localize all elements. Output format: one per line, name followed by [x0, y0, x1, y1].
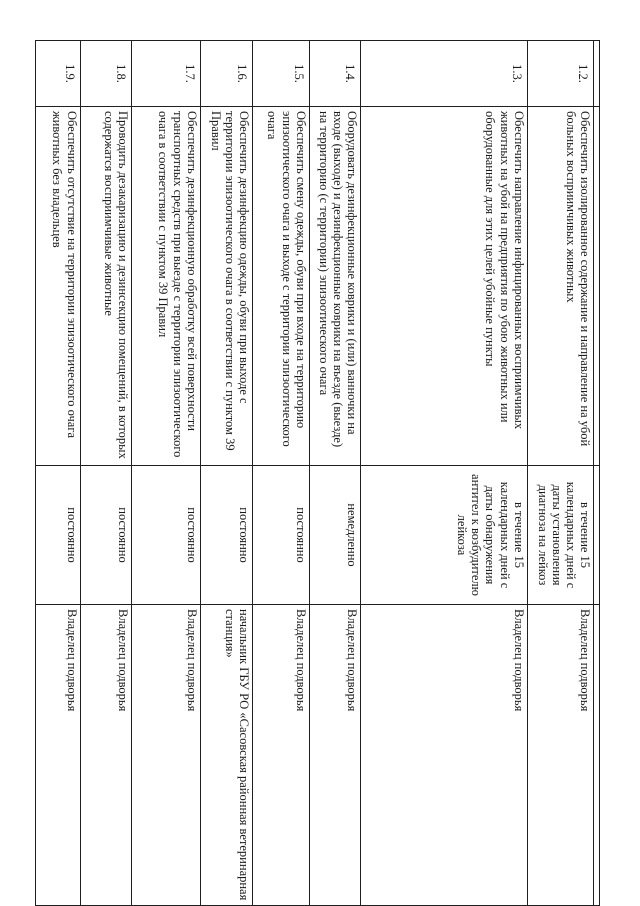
responsible-text: Владелец подворья [80, 605, 131, 906]
measure-text: Проводить дезакаризацию и дезинсекцию помещений, в которых содержатся восприимчивые животные [80, 107, 131, 466]
row-number: 1.7. [131, 41, 200, 107]
measure-text: Оборудовать дезинфекционные коврики и (или) ванночки на входе (выходе) и дезинфекционные коврики на въезде (выезде) на территорию (с территории) эпизоотического очага [309, 107, 360, 466]
responsible-text: Владелец подворья [131, 605, 200, 906]
measure-text: Обеспечить направление инфицированных восприимчивых животных на убой на предприятия по убою животных или оборудованные для этих целей убойные пункты [360, 107, 527, 466]
row-number: 1.2. [527, 41, 594, 107]
row-number: 1.9. [36, 41, 81, 107]
row-number: 1.6. [200, 41, 252, 107]
deadline-text: постоянно [200, 466, 252, 605]
responsible-text: Владелец подворья [360, 605, 527, 906]
measure-text: Обеспечить дезинфекцию одежды, обуви при выходе с территории эпизоотического очага в соответствии с пунктом 39 Правил [200, 107, 252, 466]
measure-text: Обеспечить смену одежды, обуви при входе на территорию эпизоотического очага и выходе с территории эпизоотического очага [253, 107, 310, 466]
row-number: 1.4. [309, 41, 360, 107]
deadline-text: постоянно [253, 466, 310, 605]
row-number: 1.8. [80, 41, 131, 107]
table-row [80, 41, 131, 906]
responsible-text: Владелец подворья [309, 605, 360, 906]
measure-text: Обеспечить изолированное содержание и направление на убой больных восприимчивых животных [527, 107, 594, 466]
deadline-text: постоянно [131, 466, 200, 605]
row-number: 1.5. [253, 41, 310, 107]
table-row [36, 41, 81, 906]
responsible-text: начальник ГБУ РО «Сасовская районная ветеринарная станция» [200, 605, 252, 906]
table-row [131, 41, 200, 906]
table-row [527, 41, 594, 906]
measure-text: Обеспечить отсутствие на территории эпизоотического очага животных без владельцев [36, 107, 81, 466]
responsible-text: Владелец подворья [527, 605, 594, 906]
responsible-text: Владелец подворья [253, 605, 310, 906]
deadline-text: постоянно [80, 466, 131, 605]
table-row [309, 41, 360, 906]
measure-text: Обеспечить дезинфекционную обработку всей поверхности транспортных средств при выезде с территории эпизоотического очага в соответствии с пунктом 39 Правил [131, 107, 200, 466]
table-row [200, 41, 252, 906]
table-row [360, 41, 527, 906]
row-number: 1.3. [360, 41, 527, 107]
measures-table [35, 40, 600, 906]
deadline-text: в течение 15 календарных дней с даты установления диагноза на лейкоз [527, 466, 594, 605]
rotated-table-container [35, 40, 600, 905]
responsible-text: Владелец подворья [36, 605, 81, 906]
deadline-text: постоянно [36, 466, 81, 605]
table-row [253, 41, 310, 906]
deadline-text: в течение 15 календарных дней с даты обнаружения антител к возбудителю лейкоза [360, 466, 527, 605]
table-row-top-cut [594, 41, 600, 906]
deadline-text: немедленно [309, 466, 360, 605]
